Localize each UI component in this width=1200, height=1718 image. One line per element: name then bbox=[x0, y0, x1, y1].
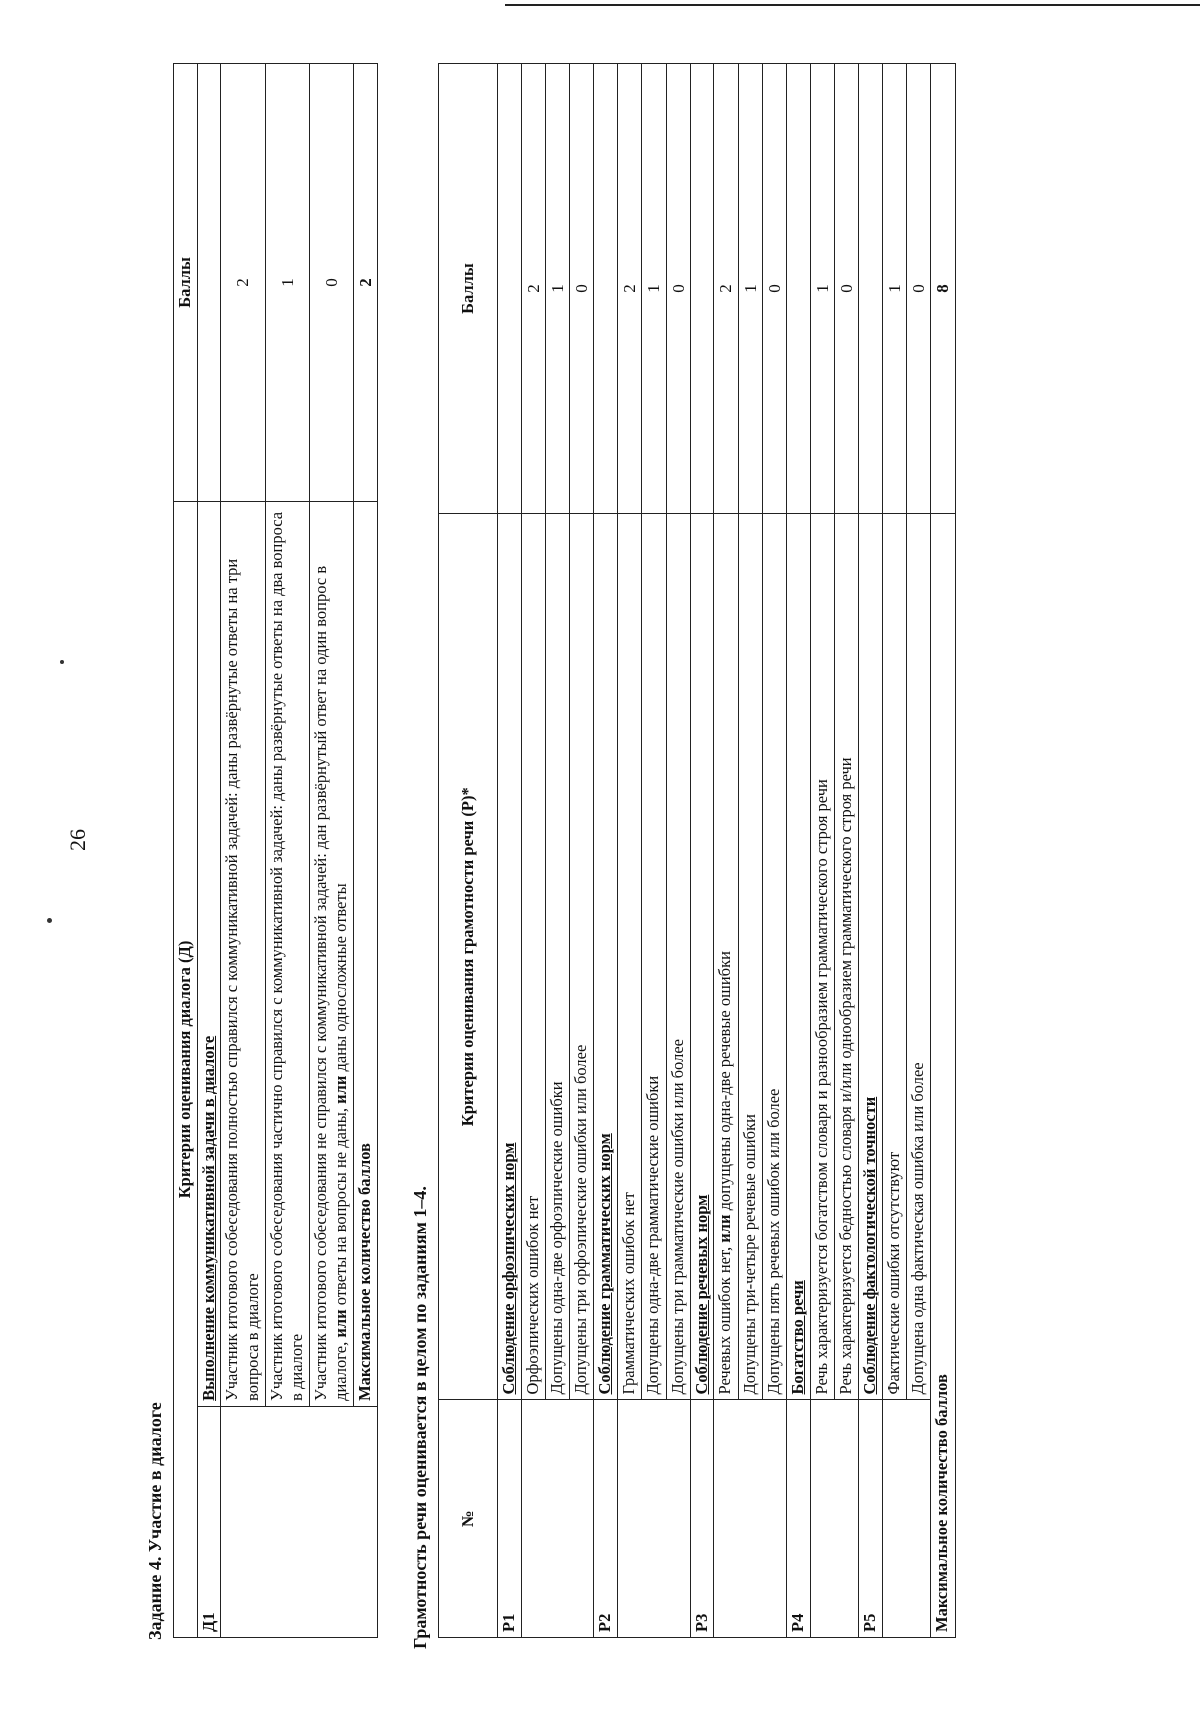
section-row bbox=[594, 64, 618, 1638]
criterion-code: Р1 bbox=[498, 1400, 522, 1638]
bold-or: или bbox=[715, 1214, 735, 1243]
table-header-row bbox=[174, 64, 198, 1638]
max-row bbox=[354, 64, 378, 1638]
table-row bbox=[810, 64, 834, 1638]
section-title: Выполнение коммуникативной задачи в диалоге bbox=[197, 501, 221, 1406]
points-value: 1 bbox=[738, 64, 762, 514]
points-value: 0 bbox=[762, 64, 786, 514]
points-value: 0 bbox=[309, 64, 353, 502]
criterion-text bbox=[309, 501, 353, 1406]
scan-speck bbox=[60, 660, 64, 664]
bold-or: или bbox=[331, 1075, 351, 1104]
criterion-text: Допущены пять речевых ошибок или более bbox=[762, 514, 786, 1400]
table-row bbox=[882, 64, 906, 1638]
section-row bbox=[859, 64, 883, 1638]
text-part: ответы на вопросы не даны, bbox=[331, 1103, 351, 1310]
scan-edge-line bbox=[505, 4, 1200, 6]
criterion-text: Допущены три орфоэпические ошибки или более bbox=[570, 514, 594, 1400]
criterion-text: Фактические ошибки отсутствуют bbox=[882, 514, 906, 1400]
max-value: 2 bbox=[354, 64, 378, 502]
empty-cell bbox=[498, 64, 522, 514]
criterion-code: Р5 bbox=[859, 1400, 883, 1638]
criterion-text: Допущены одна-две грамматические ошибки bbox=[642, 514, 666, 1400]
number-header: № bbox=[439, 1400, 498, 1638]
criterion-code: Д1 bbox=[197, 1406, 221, 1637]
text-part: Участник итогового собеседования не справился с коммуникативной задачей: дан развёрнутый ответ на один вопрос в диалоге, bbox=[310, 565, 351, 1401]
section-title: Соблюдение фактологической точности bbox=[859, 514, 883, 1400]
empty-cell bbox=[859, 64, 883, 514]
points-value: 2 bbox=[714, 64, 738, 514]
empty-cell bbox=[221, 1406, 378, 1637]
section-row bbox=[498, 64, 522, 1638]
section-row bbox=[197, 64, 221, 1638]
points-value: 0 bbox=[907, 64, 931, 514]
max-row bbox=[931, 64, 955, 1638]
points-header: Баллы bbox=[439, 64, 498, 514]
rotated-page bbox=[65, 55, 1155, 1650]
table-row bbox=[265, 64, 309, 1638]
section-row bbox=[690, 64, 714, 1638]
empty-cell bbox=[714, 1400, 787, 1638]
section-title: Соблюдение речевых норм bbox=[690, 514, 714, 1400]
empty-cell bbox=[882, 1400, 931, 1638]
grammar-criteria-table bbox=[438, 63, 956, 1638]
criteria-header: Критерии оценивания грамотности речи (Р)* bbox=[439, 514, 498, 1400]
page-number: 26 bbox=[65, 829, 90, 851]
criterion-text: Допущены одна-две орфоэпические ошибки bbox=[545, 514, 569, 1400]
text-part: Речевых ошибок нет, bbox=[715, 1242, 735, 1395]
table-row bbox=[521, 64, 545, 1638]
section-title: Богатство речи bbox=[787, 514, 811, 1400]
empty-cell bbox=[197, 64, 221, 502]
empty-cell bbox=[594, 64, 618, 514]
section-title: Соблюдение грамматических норм bbox=[594, 514, 618, 1400]
points-value: 1 bbox=[545, 64, 569, 514]
points-value: 1 bbox=[265, 64, 309, 502]
points-header: Баллы bbox=[174, 64, 198, 502]
criterion-text: Допущена одна фактическая ошибка или более bbox=[907, 514, 931, 1400]
max-value: 8 bbox=[931, 64, 955, 514]
criterion-text: Речь характеризуется богатством словаря и разнообразием грамматического строя речи bbox=[810, 514, 834, 1400]
criteria-header: Критерии оценивания диалога (Д) bbox=[174, 501, 198, 1637]
section-row bbox=[787, 64, 811, 1638]
empty-cell bbox=[810, 1400, 859, 1638]
empty-cell bbox=[521, 1400, 594, 1638]
criterion-text: Допущены три-четыре речевые ошибки bbox=[738, 514, 762, 1400]
points-value: 1 bbox=[810, 64, 834, 514]
criterion-text: Допущены три грамматические ошибки или более bbox=[666, 514, 690, 1400]
scan-speck bbox=[47, 918, 52, 923]
table-row bbox=[618, 64, 642, 1638]
text-part: допущены одна-две речевые ошибки bbox=[715, 951, 735, 1215]
empty-cell bbox=[618, 1400, 691, 1638]
max-label: Максимальное количество баллов bbox=[931, 514, 955, 1638]
criterion-text: Грамматических ошибок нет bbox=[618, 514, 642, 1400]
grammar-subheading: Грамотность речи оценивается в целом по заданиям 1–4. bbox=[410, 1186, 430, 1649]
criterion-code: Р3 bbox=[690, 1400, 714, 1638]
text-part: даны односложные ответы bbox=[331, 883, 351, 1076]
task-title: Задание 4. Участие в диалоге bbox=[145, 1402, 165, 1640]
points-value: 2 bbox=[221, 64, 265, 502]
points-value: 1 bbox=[642, 64, 666, 514]
criterion-text: Участник итогового собеседования частично справился с коммуникативной задачей: даны развёрнутые ответы на два вопроса в диалоге bbox=[265, 501, 309, 1406]
table-row bbox=[221, 64, 265, 1638]
points-value: 2 bbox=[618, 64, 642, 514]
points-value: 2 bbox=[521, 64, 545, 514]
max-label: Максимальное количество баллов bbox=[354, 501, 378, 1406]
empty-cell bbox=[787, 64, 811, 514]
bold-or: или bbox=[331, 1309, 351, 1338]
table-row bbox=[309, 64, 353, 1638]
criterion-text: Орфоэпических ошибок нет bbox=[521, 514, 545, 1400]
table-header-row bbox=[439, 64, 498, 1638]
criterion-text bbox=[714, 514, 738, 1400]
points-value: 0 bbox=[835, 64, 859, 514]
criterion-code: Р4 bbox=[787, 1400, 811, 1638]
points-value: 0 bbox=[666, 64, 690, 514]
empty-cell bbox=[690, 64, 714, 514]
points-value: 0 bbox=[570, 64, 594, 514]
criterion-text: Участник итогового собеседования полностью справился с коммуникативной задачей: даны развёрнутые ответы на три вопроса в диалоге bbox=[221, 501, 265, 1406]
dialog-criteria-table bbox=[173, 63, 378, 1638]
criterion-code: Р2 bbox=[594, 1400, 618, 1638]
points-value: 1 bbox=[882, 64, 906, 514]
criterion-text: Речь характеризуется бедностью словаря и/или однообразием грамматического строя речи bbox=[835, 514, 859, 1400]
section-title: Соблюдение орфоэпических норм bbox=[498, 514, 522, 1400]
table-row bbox=[714, 64, 738, 1638]
